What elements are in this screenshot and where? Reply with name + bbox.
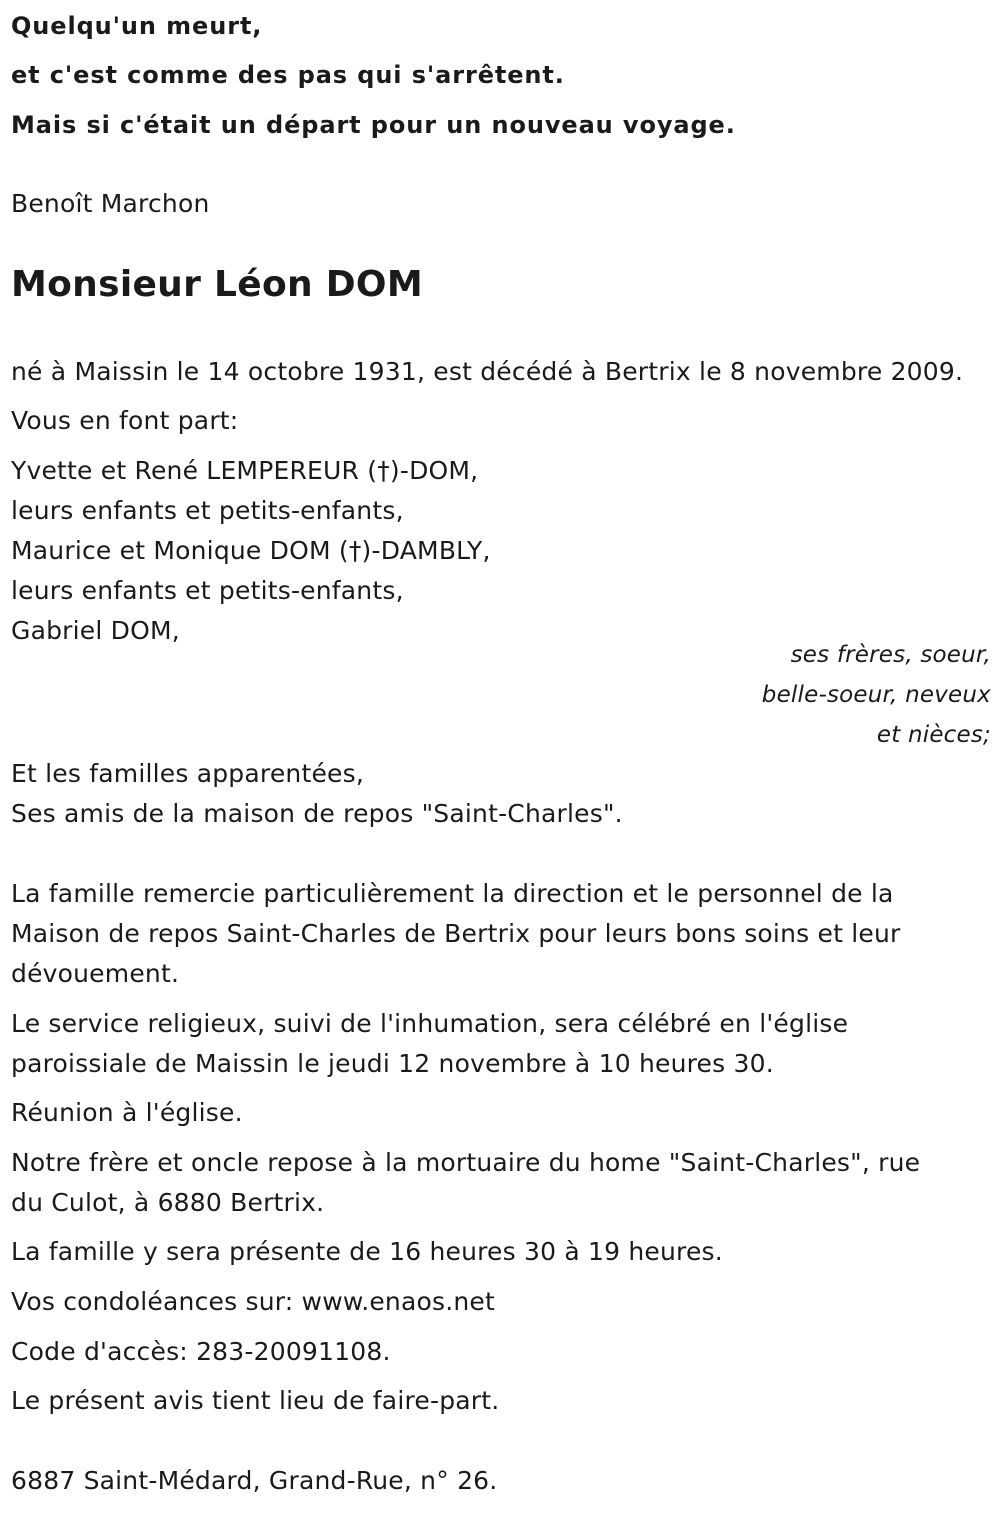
thanks-line-2: Maison de repos Saint-Charles de Bertrix pour leurs bons soins et leur [11,919,901,948]
family-line-3: Maurice et Monique DOM (†)-DAMBLY, [11,536,491,565]
meeting-info: Réunion à l'église. [11,1098,243,1127]
rest-line-2: du Culot, à 6880 Bertrix. [11,1188,325,1217]
poem-author: Benoît Marchon [11,189,210,218]
others-line-1: Et les familles apparentées, [11,759,364,788]
thanks-line-3: dévouement. [11,959,180,988]
family-line-1: Yvette et René LEMPEREUR (†)-DOM, [11,456,479,485]
family-line-5: Gabriel DOM, [11,616,180,645]
poem-line-1: Quelqu'un meurt, [11,12,263,40]
birth-death-info: né à Maissin le 14 octobre 1931, est décédé à Bertrix le 8 novembre 2009. [11,357,964,386]
rest-line-1: Notre frère et oncle repose à la mortuaire du home "Saint-Charles", rue [11,1148,921,1177]
family-address: 6887 Saint-Médard, Grand-Rue, n° 26. [11,1466,498,1495]
service-line-2: paroissiale de Maissin le jeudi 12 novembre à 10 heures 30. [11,1049,774,1078]
family-line-4: leurs enfants et petits-enfants, [11,576,404,605]
notice-info: Le présent avis tient lieu de faire-part. [11,1386,500,1415]
relation-line-2: belle-soeur, neveux [761,682,991,708]
relation-line-1: ses frères, soeur, [790,642,991,668]
presence-info: La famille y sera présente de 16 heures 30 à 19 heures. [11,1237,723,1266]
service-line-1: Le service religieux, suivi de l'inhumation, sera célébré en l'église [11,1009,849,1038]
relation-line-3: et nièces; [876,722,991,748]
family-line-2: leurs enfants et petits-enfants, [11,496,404,525]
announce-intro: Vous en font part: [11,406,239,435]
others-line-2: Ses amis de la maison de repos "Saint-Charles". [11,799,623,828]
thanks-line-1: La famille remercie particulièrement la direction et le personnel de la [11,879,894,908]
condolences-info: Vos condoléances sur: www.enaos.net [11,1287,495,1316]
access-code: Code d'accès: 283-20091108. [11,1337,391,1366]
deceased-name: Monsieur Léon DOM [11,264,423,305]
poem-line-3: Mais si c'était un départ pour un nouveau voyage. [11,111,736,139]
poem-line-2: et c'est comme des pas qui s'arrêtent. [11,61,565,89]
